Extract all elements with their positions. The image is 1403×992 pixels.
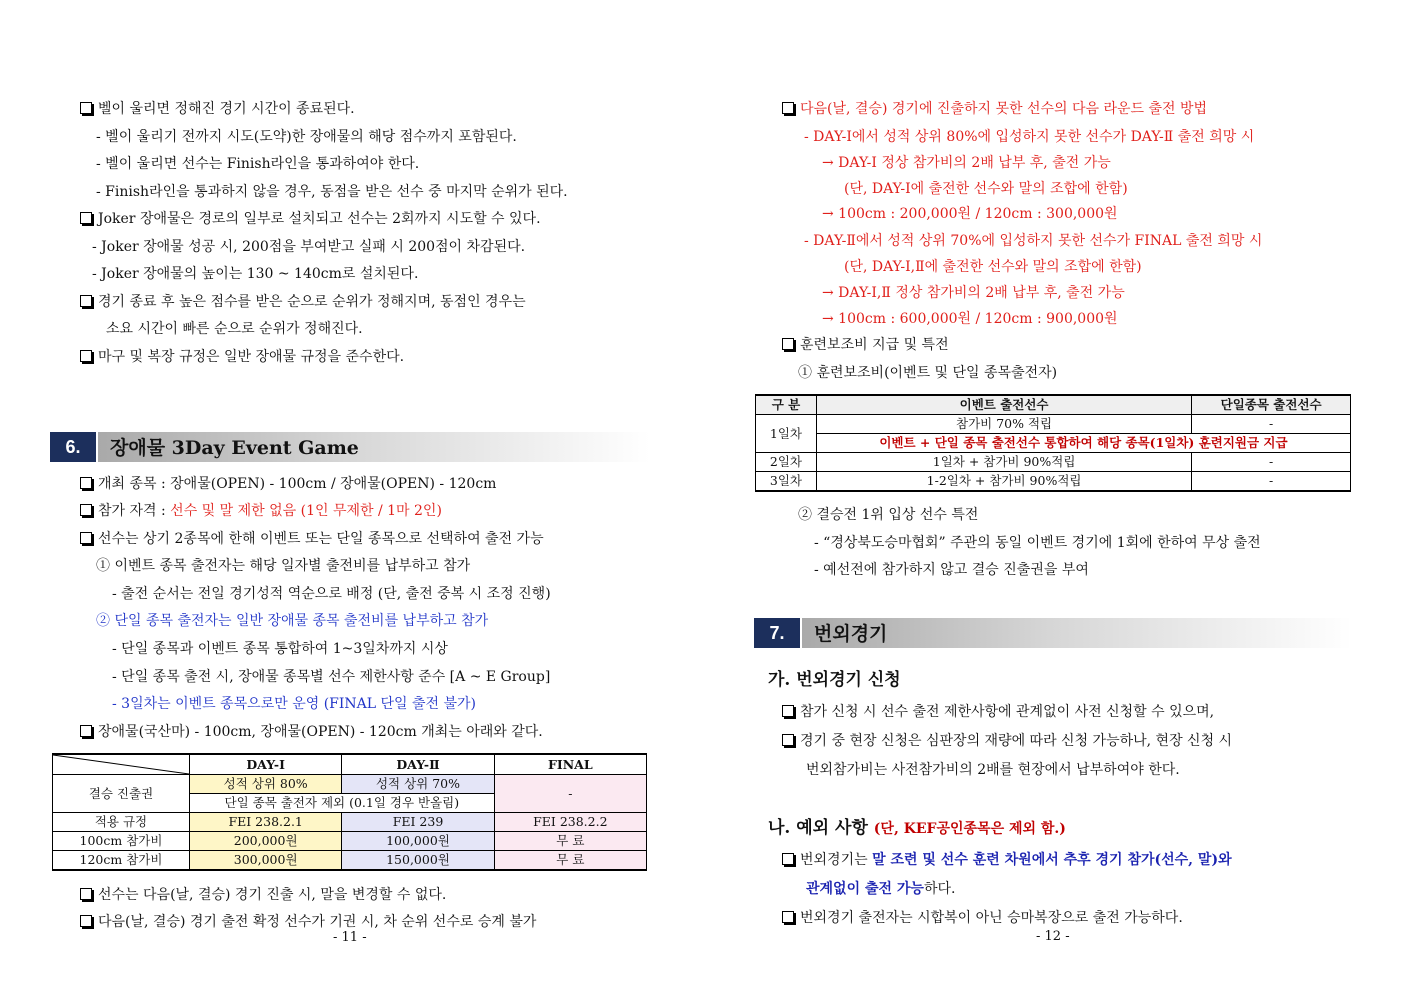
table-corner: [53, 754, 190, 775]
checkbox-bullet-icon: [80, 504, 92, 516]
cell-day1-event: 참가비 70% 적립: [816, 415, 1191, 434]
day2-fees: → 100cm : 600,000원 / 120cm : 900,000원: [822, 311, 1118, 327]
page-number-right: - 12 -: [1036, 929, 1070, 944]
eligibility: 참가 자격 : 선수 및 말 제한 없음 (1인 무제한 / 1마 2인): [80, 502, 442, 520]
withdraw-rule: 다음(날, 결승) 경기 출전 확정 선수가 기권 시, 차 순위 선수로 승계 불가: [80, 913, 536, 931]
training-subsidy: 훈련보조비 지급 및 특전: [782, 336, 949, 354]
checkbox-bullet-icon: [80, 212, 92, 224]
extra-apply-2: 경기 중 현장 신청은 심판장의 재량에 따라 신청 가능하나, 현장 신청 시: [782, 732, 1232, 750]
cell-day2-qualify: 성적 상위 70%: [342, 775, 494, 794]
day1-fees: → 100cm : 200,000원 / 120cm : 300,000원: [822, 206, 1118, 222]
section-title: 번외경기: [814, 623, 888, 645]
extra-apply-1: 참가 신청 시 선수 출전 제한사항에 관계없이 사전 신청할 수 있으며,: [782, 703, 1214, 721]
cell-day2-fee-100: 100,000원: [342, 832, 494, 851]
cell-day3-single: -: [1192, 472, 1351, 492]
subsidy-subtitle: ① 훈련보조비(이벤트 및 단일 종목출전자): [798, 365, 1058, 381]
event-entrant: ① 이벤트 종목 출전자는 해당 일자별 출전비를 납부하고 참가: [96, 558, 471, 574]
start-order: - 출전 순서는 전일 경기성적 역순으로 배정 (단, 출전 중복 시 조정 진행): [112, 586, 551, 602]
checkbox-bullet-icon: [80, 915, 92, 927]
checkbox-bullet-icon: [782, 853, 794, 865]
cell-day1-rule: FEI 238.2.1: [190, 813, 342, 832]
extra-exception-1-cont: 관계없이 출전 가능하다.: [806, 881, 956, 897]
cell-day2-rule: FEI 239: [342, 813, 494, 832]
day1-double-fee: → DAY-Ⅰ 정상 참가비의 2배 납부 후, 출전 가능: [822, 155, 1111, 171]
day2-fail: - DAY-Ⅱ에서 성적 상위 70%에 입성하지 못한 선수가 FINAL 출전 희망 시: [804, 233, 1263, 249]
checkbox-bullet-icon: [80, 295, 92, 307]
cell-qualify-note: 단일 종목 출전자 제외 (0.1일 경우 반올림): [190, 794, 495, 813]
horse-change-rule: 선수는 다음(날, 결승) 경기 진출 시, 말을 변경할 수 없다.: [80, 886, 446, 904]
row-label-fee-100: 100cm 참가비: [53, 832, 190, 851]
extra-exception-2: 번외경기 출전자는 시합복이 아닌 승마복장으로 출전 가능하다.: [782, 909, 1183, 927]
checkbox-bullet-icon: [80, 102, 92, 114]
cell-day2-fee-120: 150,000원: [342, 851, 494, 871]
rule-joker-height: - Joker 장애물의 높이는 130 ~ 140cm로 설치된다.: [92, 266, 419, 282]
winner-final-right: - 예선전에 참가하지 않고 결승 진출권을 부여: [814, 562, 1089, 578]
group-restriction: - 단일 종목 출전 시, 장애물 종목별 선수 제한사항 준수 [A ~ E Group]: [112, 669, 551, 685]
cell-day2-single: -: [1192, 453, 1351, 472]
section-number: 7.: [754, 618, 800, 648]
checkbox-bullet-icon: [80, 477, 92, 489]
subsection-na: 나. 예외 사항 (단, KEF공인종목은 제외 함.): [768, 818, 1066, 838]
row-label-fee-120: 120cm 참가비: [53, 851, 190, 871]
header-category: 구 분: [756, 395, 817, 415]
header-day2: DAY-Ⅱ: [342, 754, 494, 775]
cell-day3-event: 1-2일차 + 참가비 90%적립: [816, 472, 1191, 492]
checkbox-bullet-icon: [80, 532, 92, 544]
event-items: 개최 종목 : 장애물(OPEN) - 100cm / 장애물(OPEN) - 120cm: [80, 475, 496, 493]
header-final: FINAL: [494, 754, 646, 775]
header-day1: DAY-Ⅰ: [190, 754, 342, 775]
row-day3: 3일차: [756, 472, 817, 492]
checkbox-bullet-icon: [80, 888, 92, 900]
cell-final-rule: FEI 238.2.2: [494, 813, 646, 832]
day1-combo-note: (단, DAY-Ⅰ에 출전한 선수와 말의 조합에 한함): [844, 181, 1128, 197]
checkbox-bullet-icon: [80, 350, 92, 362]
subsidy-table: [755, 394, 1351, 492]
cell-day1-fee-120: 300,000원: [190, 851, 342, 871]
section-number: 6.: [50, 432, 96, 462]
diagonal-line: [53, 755, 189, 774]
day2-combo-note: (단, DAY-Ⅰ,Ⅱ에 출전한 선수와 말의 조합에 한함): [844, 259, 1142, 275]
rule-joker-points: - Joker 장애물 성공 시, 200점을 부여받고 실패 시 200점이 차감된다.: [92, 239, 526, 255]
cell-final-qualify: -: [494, 775, 646, 813]
page-number-left: - 11 -: [333, 930, 367, 945]
cell-final-fee-100: 무 료: [494, 832, 646, 851]
cell-day1-integrated: 이벤트 + 단일 종목 출전선수 통합하여 해당 종목(1일차) 훈련지원금 지급: [816, 434, 1350, 453]
awards: - 단일 종목과 이벤트 종목 통합하여 1~3일차까지 시상: [112, 641, 448, 657]
section-title: 장애물 3Day Event Game: [110, 437, 359, 459]
checkbox-bullet-icon: [782, 734, 794, 746]
header-single-entrant: 단일종목 출전선수: [1192, 395, 1351, 415]
rule-ranking-cont: 소요 시간이 빠른 순으로 순위가 정해진다.: [106, 321, 363, 337]
single-entrant: ② 단일 종목 출전자는 일반 장애물 종목 출전비를 납부하고 참가: [96, 613, 489, 629]
day3-note: - 3일차는 이벤트 종목으로만 운영 (FINAL 단일 출전 불가): [112, 696, 477, 712]
checkbox-bullet-icon: [80, 725, 92, 737]
checkbox-bullet-icon: [782, 705, 794, 717]
row-label-rules: 적용 규정: [53, 813, 190, 832]
extra-apply-3: 번외참가비는 사전참가비의 2배를 현장에서 납부하여야 한다.: [806, 762, 1180, 778]
extra-exception-1: 번외경기는 말 조련 및 선수 훈련 차원에서 추후 경기 참가(선수, 말)와: [782, 851, 1232, 869]
next-round-method: 다음(날, 결승) 경기에 진출하지 못한 선수의 다음 라운드 출전 방법: [782, 100, 1207, 118]
checkbox-bullet-icon: [782, 338, 794, 350]
table-intro: 장애물(국산마) - 100cm, 장애물(OPEN) - 120cm 개최는 아래와 같다.: [80, 723, 543, 741]
day2-double-fee: → DAY-Ⅰ,Ⅱ 정상 참가비의 2배 납부 후, 출전 가능: [822, 285, 1125, 301]
rule-bell-finish: - 벨이 울리면 선수는 Finish라인을 통과하여야 한다.: [96, 156, 420, 172]
rule-bell-end: 벨이 울리면 정해진 경기 시간이 종료된다.: [80, 100, 355, 118]
rule-joker: Joker 장애물은 경로의 일부로 설치되고 선수는 2회까지 시도할 수 있다.: [80, 210, 541, 228]
row-label-final-qualify: 결승 진출권: [53, 775, 190, 813]
checkbox-bullet-icon: [782, 102, 794, 114]
entry-choice: 선수는 상기 2종목에 한해 이벤트 또는 단일 종목으로 선택하여 출전 가능: [80, 530, 544, 548]
row-day2: 2일차: [756, 453, 817, 472]
day1-fail: - DAY-Ⅰ에서 성적 상위 80%에 입성하지 못한 선수가 DAY-Ⅱ 출전 희망 시: [804, 129, 1255, 145]
winner-free-entry: - “경상북도승마협회” 주관의 동일 이벤트 경기에 1회에 한하여 무상 출전: [814, 535, 1261, 551]
schedule-table: [52, 753, 647, 871]
cell-day1-fee-100: 200,000원: [190, 832, 342, 851]
rule-tack: 마구 및 복장 규정은 일반 장애물 규정을 준수한다.: [80, 348, 404, 366]
section-6-header: [50, 432, 650, 462]
row-day1: 1일차: [756, 415, 817, 453]
rule-finish-rank: - Finish라인을 통과하지 않을 경우, 동점을 받은 선수 중 마지막 순위가 된다.: [96, 184, 568, 200]
cell-day2-event: 1일차 + 참가비 90%적립: [816, 453, 1191, 472]
section-7-header: [754, 618, 1352, 648]
winner-benefit: ② 결승전 1위 입상 선수 특전: [798, 507, 979, 523]
cell-final-fee-120: 무 료: [494, 851, 646, 871]
cell-day1-qualify: 성적 상위 80%: [190, 775, 342, 794]
cell-day1-single: -: [1192, 415, 1351, 434]
subsection-ga: 가. 번외경기 신청: [768, 670, 901, 690]
header-event-entrant: 이벤트 출전선수: [816, 395, 1191, 415]
checkbox-bullet-icon: [782, 911, 794, 923]
rule-bell-score: - 벨이 울리기 전까지 시도(도약)한 장애물의 해당 점수까지 포함된다.: [96, 129, 517, 145]
rule-ranking: 경기 종료 후 높은 점수를 받은 순으로 순위가 정해지며, 동점인 경우는: [80, 293, 526, 311]
